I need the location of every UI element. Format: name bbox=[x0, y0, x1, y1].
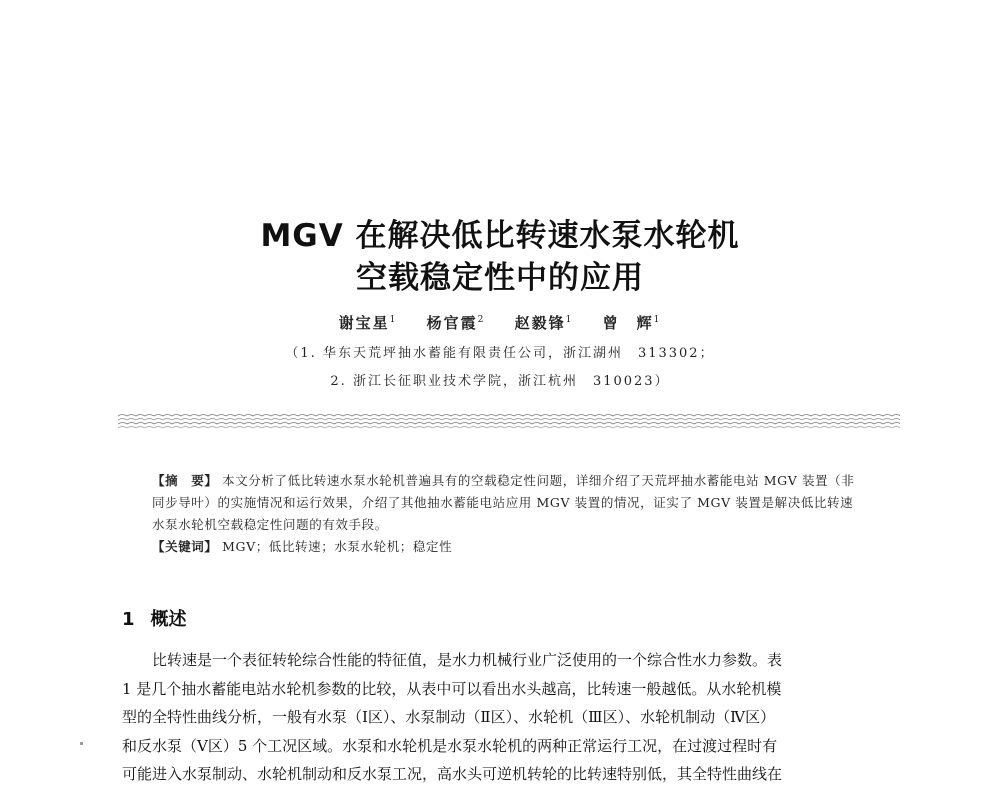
body-line: 可能进入水泵制动、水轮机制动和反水泵工况，高水头可逆机转轮的比转速特别低，其全特性曲线在 bbox=[122, 765, 783, 783]
abstract-block bbox=[152, 470, 864, 558]
body-line: 和反水泵（Ⅴ区）5 个工况区域。水泵和水轮机是水泵水轮机的两种正常运行工况，在过渡过程时有 bbox=[122, 736, 778, 755]
body-line: 比转速是一个表征转轮综合性能的特征值，是水力机械行业广泛使用的一个综合性水力参数。表 bbox=[152, 651, 783, 669]
section-heading bbox=[122, 605, 187, 631]
affiliation-line-1: （1. 华东天荒坪抽水蓄能有限责任公司，浙江湖州 313302； bbox=[285, 346, 715, 361]
section-number: 1 bbox=[122, 609, 135, 630]
author-affil-mark: 1 bbox=[389, 315, 398, 325]
author-name: 杨官霞 bbox=[426, 314, 478, 332]
author-list bbox=[0, 312, 1000, 333]
author-name: 谢宝星 bbox=[338, 314, 390, 332]
author-3 bbox=[515, 314, 574, 332]
author-affil-mark: 1 bbox=[565, 315, 574, 325]
body-text bbox=[122, 646, 898, 789]
body-line: 1 是几个抽水蓄能电站水轮机参数的比较，从表中可以看出水头越高，比转速一般越低。从水轮机模 bbox=[122, 679, 782, 698]
author-affil-mark: 2 bbox=[477, 315, 486, 325]
section-title: 概述 bbox=[150, 609, 187, 630]
keywords-label: 【关键词】 bbox=[152, 539, 218, 554]
author-name: 曾 辉 bbox=[602, 314, 654, 332]
affiliation-line-2: 2. 浙江长征职业技术学院，浙江杭州 310023） bbox=[330, 374, 670, 389]
keywords-paragraph bbox=[152, 536, 864, 558]
author-2 bbox=[427, 314, 486, 332]
abstract-text: 本文分析了低比转速水泵水轮机普遍具有的空载稳定性问题，详细介绍了天荒坪抽水蓄能电站 MGV 装置（非同步导叶）的实施情况和运行效果，介绍了其他抽水蓄能电站应用 MGV 装置的情况，证实了 MGV 装置是解决低比转速水泵水轮机空载稳定性问题的有效手段。 bbox=[152, 473, 855, 532]
author-1 bbox=[339, 314, 398, 332]
keywords-text: MGV；低比转速；水泵水轮机；稳定性 bbox=[222, 539, 453, 554]
paper-title-line-1: MGV 在解决低比转速水泵水轮机 bbox=[260, 218, 740, 254]
abstract-label: 【摘 要】 bbox=[152, 473, 218, 488]
author-4 bbox=[603, 314, 662, 332]
author-name: 赵毅锋 bbox=[514, 314, 566, 332]
author-affil-mark: 1 bbox=[653, 315, 662, 325]
scan-speck bbox=[80, 742, 83, 745]
abstract-paragraph bbox=[152, 470, 864, 536]
body-line: 型的全特性曲线分析，一般有水泵（Ⅰ区）、水泵制动（Ⅱ区）、水轮机（Ⅲ区）、水轮机制动（Ⅳ区） bbox=[122, 708, 776, 726]
decorative-divider bbox=[118, 410, 900, 434]
paper-title-line-2: 空载稳定性中的应用 bbox=[356, 260, 644, 296]
